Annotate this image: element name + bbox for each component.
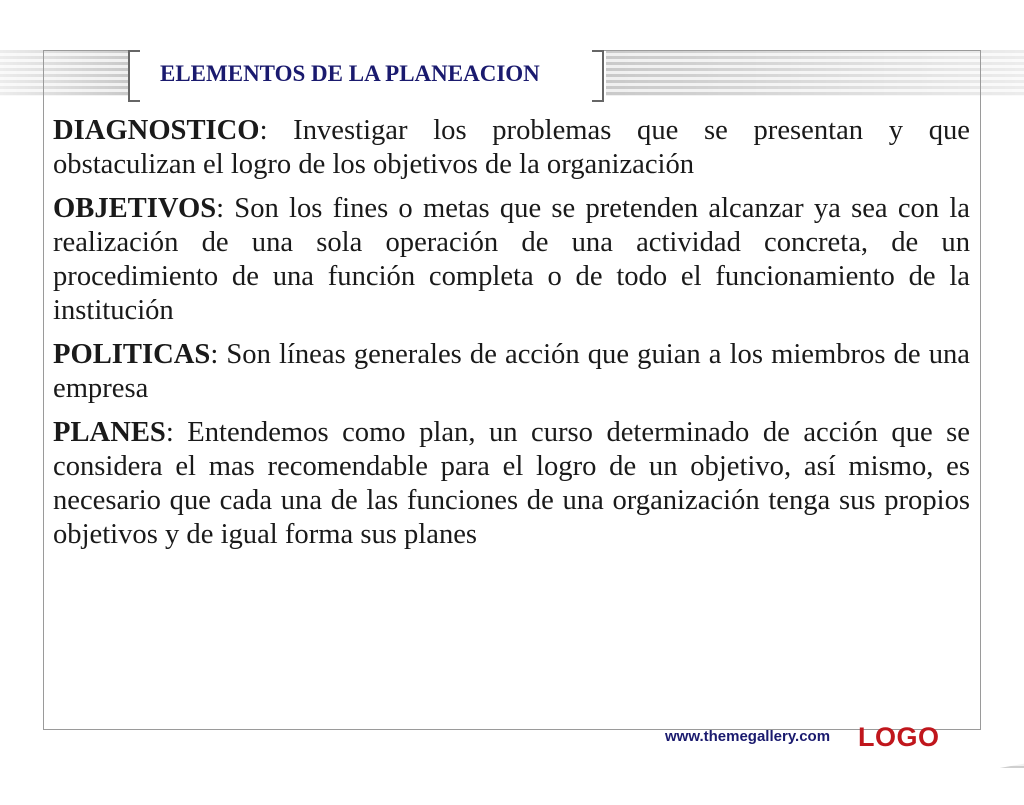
footer-url: www.themegallery.com [665, 728, 831, 745]
item-term: POLITICAS [53, 339, 211, 370]
item-text: : Son líneas generales de acción que guian a los miembros de una empresa [53, 339, 970, 404]
item-term: PLANES [53, 417, 166, 448]
slide-content [53, 114, 970, 562]
logo: LOGO [858, 722, 940, 752]
item-text: : Entendemos como plan, un curso determinado de acción que se considera el mas recomendable para el logro de un objetivo, así mismo, es necesario que cada una de las funciones de una organización tenga sus propios objetivos y de igual forma sus planes [53, 417, 970, 550]
slide-title: ELEMENTOS DE LA PLANEACION [160, 61, 540, 86]
item-politicas [53, 338, 970, 406]
item-text: : Investigar los problemas que se presentan y que obstaculizan el logro de los objetivos de la organización [53, 115, 970, 180]
item-term: DIAGNOSTICO [53, 115, 260, 146]
item-planes [53, 416, 970, 552]
title-bracket-left [128, 50, 140, 102]
item-objetivos [53, 192, 970, 328]
item-term: OBJETIVOS [53, 193, 217, 224]
item-diagnostico [53, 114, 970, 182]
item-text: : Son los fines o metas que se pretenden alcanzar ya sea con la realización de una sola operación de una actividad concreta, de un procedimiento de una función completa o de todo el funcionamiento de la institución [53, 193, 970, 326]
